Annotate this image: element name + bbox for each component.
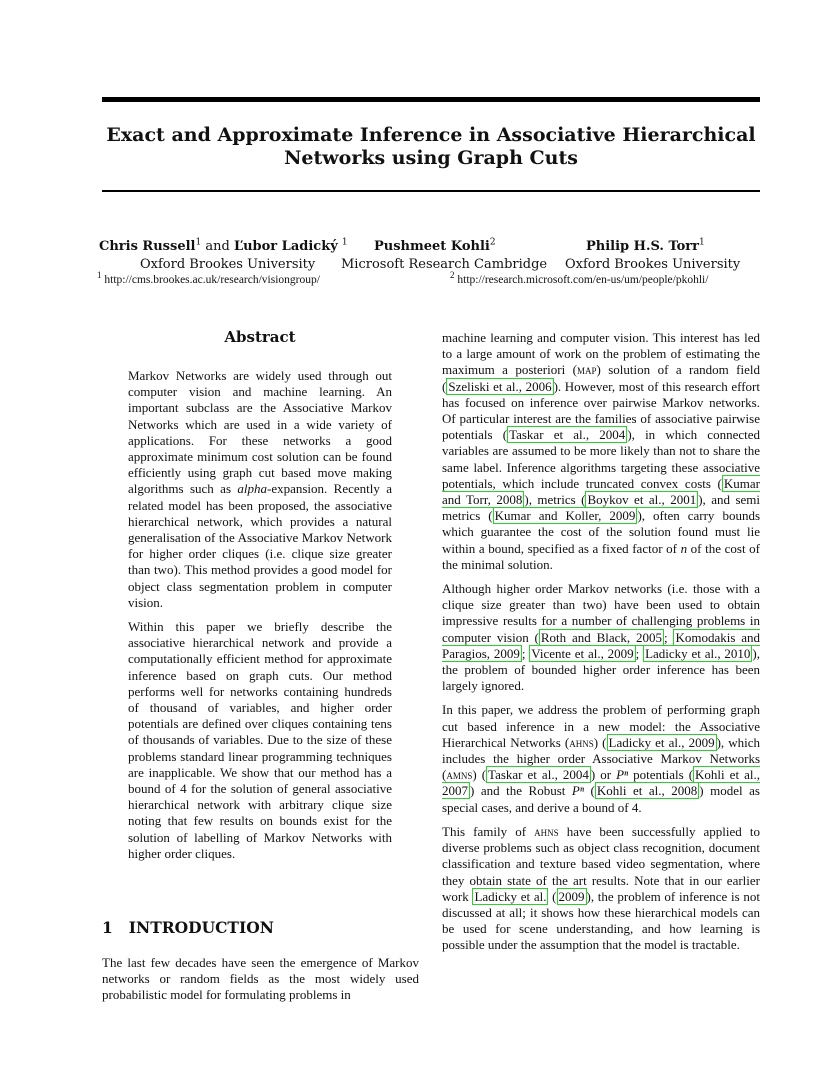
- citation-link[interactable]: Komodakis and Paragios, 2009: [442, 629, 760, 661]
- text-run: ), and semi metrics (: [442, 492, 761, 524]
- and-word: and: [205, 239, 230, 254]
- citation-link[interactable]: Kohli et al., 2007: [442, 767, 760, 799]
- text-run: (: [583, 783, 595, 799]
- abstract-body: [128, 368, 392, 870]
- text-run: ), which includes the higher order Associative Markov Networks (: [442, 734, 760, 783]
- abbrev: amns: [446, 767, 473, 783]
- title-line-2: Networks using Graph Cuts: [284, 147, 578, 169]
- text-run: -expansion. Recently a related model has been proposed, the associative hierarchical network, which provides a natural generalisation of the Associative Markov Network for higher order cliques (i.e. clique size greater than two). This method provides a good model for object class segmentation problem in computer vision.: [128, 481, 393, 610]
- text-run: ), often carry bounds which guarantee the cost of the solution found must lie within a bound, specified as a fixed factor of: [442, 508, 760, 556]
- author-name: Philip H.S. Torr: [586, 239, 699, 254]
- text-run: This family of: [442, 823, 535, 839]
- section-number: 1: [102, 918, 113, 937]
- text-run: ) and the Robust: [470, 783, 572, 799]
- text-run: of the cost of the minimal solution.: [442, 540, 760, 572]
- text-run: ) (: [472, 767, 487, 783]
- author-torr: [586, 239, 705, 255]
- text-run: ) or: [590, 767, 617, 783]
- abbrev: ahns: [534, 823, 559, 839]
- text-run: ;: [635, 645, 644, 661]
- text-run: ), in which connected variables are assumed to be more likely than not to share the same label. Inference algorithms targeting these associative potentials, which include truncated convex costs (: [442, 427, 760, 491]
- title-line-1: Exact and Approximate Inference in Associative Hierarchical: [106, 124, 756, 146]
- text-run: Markov Networks are widely used through out computer vision and machine learning. An important subclass are the Associative Markov Networks which are used in a wide variety of applications. For these networks a good approximate minimum cost solution can be found efficiently using graph cut based move making algorithms such as: [128, 368, 392, 497]
- text-run: ), the problem of bounded higher order inference has been largely ignored.: [442, 645, 760, 694]
- paper-title: [102, 124, 760, 170]
- abbrev: map: [576, 362, 597, 378]
- footnote-2: [450, 270, 709, 287]
- citation-link[interactable]: Kohli et al., 2008: [596, 783, 698, 799]
- affiliation-2: Microsoft Research Cambridge: [341, 257, 548, 272]
- citation-link[interactable]: Kumar and Torr, 2008: [442, 475, 760, 508]
- citation-link[interactable]: Taskar et al., 2004: [488, 767, 589, 783]
- affiliation-3: Oxford Brookes University: [565, 257, 741, 272]
- author-sup: 1: [195, 237, 202, 248]
- citation-link[interactable]: Ladicky et al.: [474, 888, 547, 904]
- author-name: Chris Russell: [99, 239, 196, 254]
- text-run: potentials (: [628, 767, 694, 783]
- section-title: INTRODUCTION: [128, 918, 274, 937]
- footnote-sup: 1: [97, 270, 102, 281]
- text-run: ;: [521, 645, 530, 661]
- citation-link[interactable]: Szeliski et al., 2006: [448, 378, 552, 394]
- citation-link[interactable]: Taskar et al., 2004: [509, 427, 626, 443]
- top-rule: [102, 97, 760, 102]
- text-run: ), the problem of inference is not discussed at all; it shows how these hierarchical models can be used for scene understanding, and how learning is possible under the assumption that the model is tractable.: [442, 888, 761, 953]
- text-run: (: [548, 888, 557, 904]
- abstract-paragraph: [128, 368, 392, 611]
- text-run: ) solution of a random field (: [442, 362, 761, 394]
- citation-link[interactable]: Roth and Black, 2005: [540, 629, 662, 645]
- footnote-sup: 2: [450, 270, 455, 281]
- citation-link[interactable]: Boykov et al., 2001: [587, 492, 697, 508]
- footnote-url[interactable]: http://research.microsoft.com/en-us/um/people/pkohli/: [457, 274, 709, 286]
- body-paragraph: The last few decades have seen the emergence of Markov networks or random fields as the most widely used probabilistic model for formulating problems in: [102, 955, 419, 1003]
- text-run: machine learning and computer vision. This interest has led to a large amount of work on the problem of estimating the maximum a posteriori (: [442, 330, 760, 378]
- title-rule: [102, 190, 760, 192]
- abstract-paragraph: Within this paper we briefly describe the associative hierarchical network and provide a computationally efficient method for approximate inference based on graph cuts. Our method performs well for networks containing hundreds of thousand of variables, and higher order potentials are defined over cliques containing tens of thousands of variables. Due to the size of these problems standard linear programming techniques are inapplicable. We show that our method has a bound of 4 for the solution of general associative hierarchical network with arbitrary clique size noting that few results on bounds exist for the solution of labelling of Markov Networks with higher order cliques.: [128, 619, 392, 861]
- author-russell-ladicky: [99, 239, 348, 255]
- citation-link[interactable]: Kumar and Koller, 2009: [494, 508, 636, 524]
- math: Pⁿ: [616, 767, 629, 783]
- author-sup: 1: [341, 237, 348, 248]
- body-paragraph: [442, 824, 760, 954]
- citation-link[interactable]: Ladicky et al., 2009: [608, 734, 715, 750]
- text-run: ;: [664, 629, 674, 645]
- text-run: ) (: [593, 734, 607, 750]
- citation-link[interactable]: Ladicky et al., 2010: [645, 645, 751, 661]
- abbrev: ahns: [569, 734, 594, 750]
- author-sup: 2: [489, 237, 496, 248]
- body-paragraph: [442, 702, 760, 815]
- author-name: Pushmeet Kohli: [374, 239, 490, 254]
- abstract-heading: Abstract: [224, 328, 296, 346]
- text-run: In this paper, we address the problem of performing graph cut based inference in a new model: the Associative Hierarchical Networks (: [442, 702, 760, 750]
- affiliation-1: Oxford Brookes University: [140, 257, 316, 272]
- section-heading: [102, 918, 274, 937]
- text-run: ). However, most of this research effort has focused on inference over pairwise Markov networks. Of particular interest are the families of associative pairwise potentials (: [442, 378, 760, 443]
- body-paragraph: [442, 330, 760, 573]
- text-run: have been successfully applied to diverse problems such as object class recognition, document classification and texture based video segmentation, where they obtain state of the art results. Note that in our earlier work: [442, 823, 760, 904]
- author-sup: 1: [699, 237, 705, 248]
- intro-body: [102, 955, 419, 1012]
- body-paragraph: [442, 581, 760, 694]
- citation-link[interactable]: 2009: [558, 888, 585, 904]
- citation-link[interactable]: Vicente et al., 2009: [531, 645, 634, 661]
- text-run: alpha: [237, 481, 267, 497]
- text-run: ) model as special cases, and derive a bound of 4.: [442, 783, 760, 815]
- footnote-url[interactable]: http://cms.brookes.ac.uk/research/visiongroup/: [104, 274, 320, 286]
- text-run: ), metrics (: [524, 492, 586, 508]
- footnote-1: [97, 270, 320, 287]
- text-run: Although higher order Markov networks (i.e. those with a clique size greater than two) have been used to obtain impressive results for a number of challenging problems in computer vision (: [442, 581, 760, 645]
- math: n: [680, 540, 688, 556]
- author-kohli: [374, 239, 496, 255]
- right-column: [442, 330, 760, 962]
- author-name: Ľubor Ladický: [233, 239, 338, 254]
- math: Pⁿ: [571, 783, 584, 799]
